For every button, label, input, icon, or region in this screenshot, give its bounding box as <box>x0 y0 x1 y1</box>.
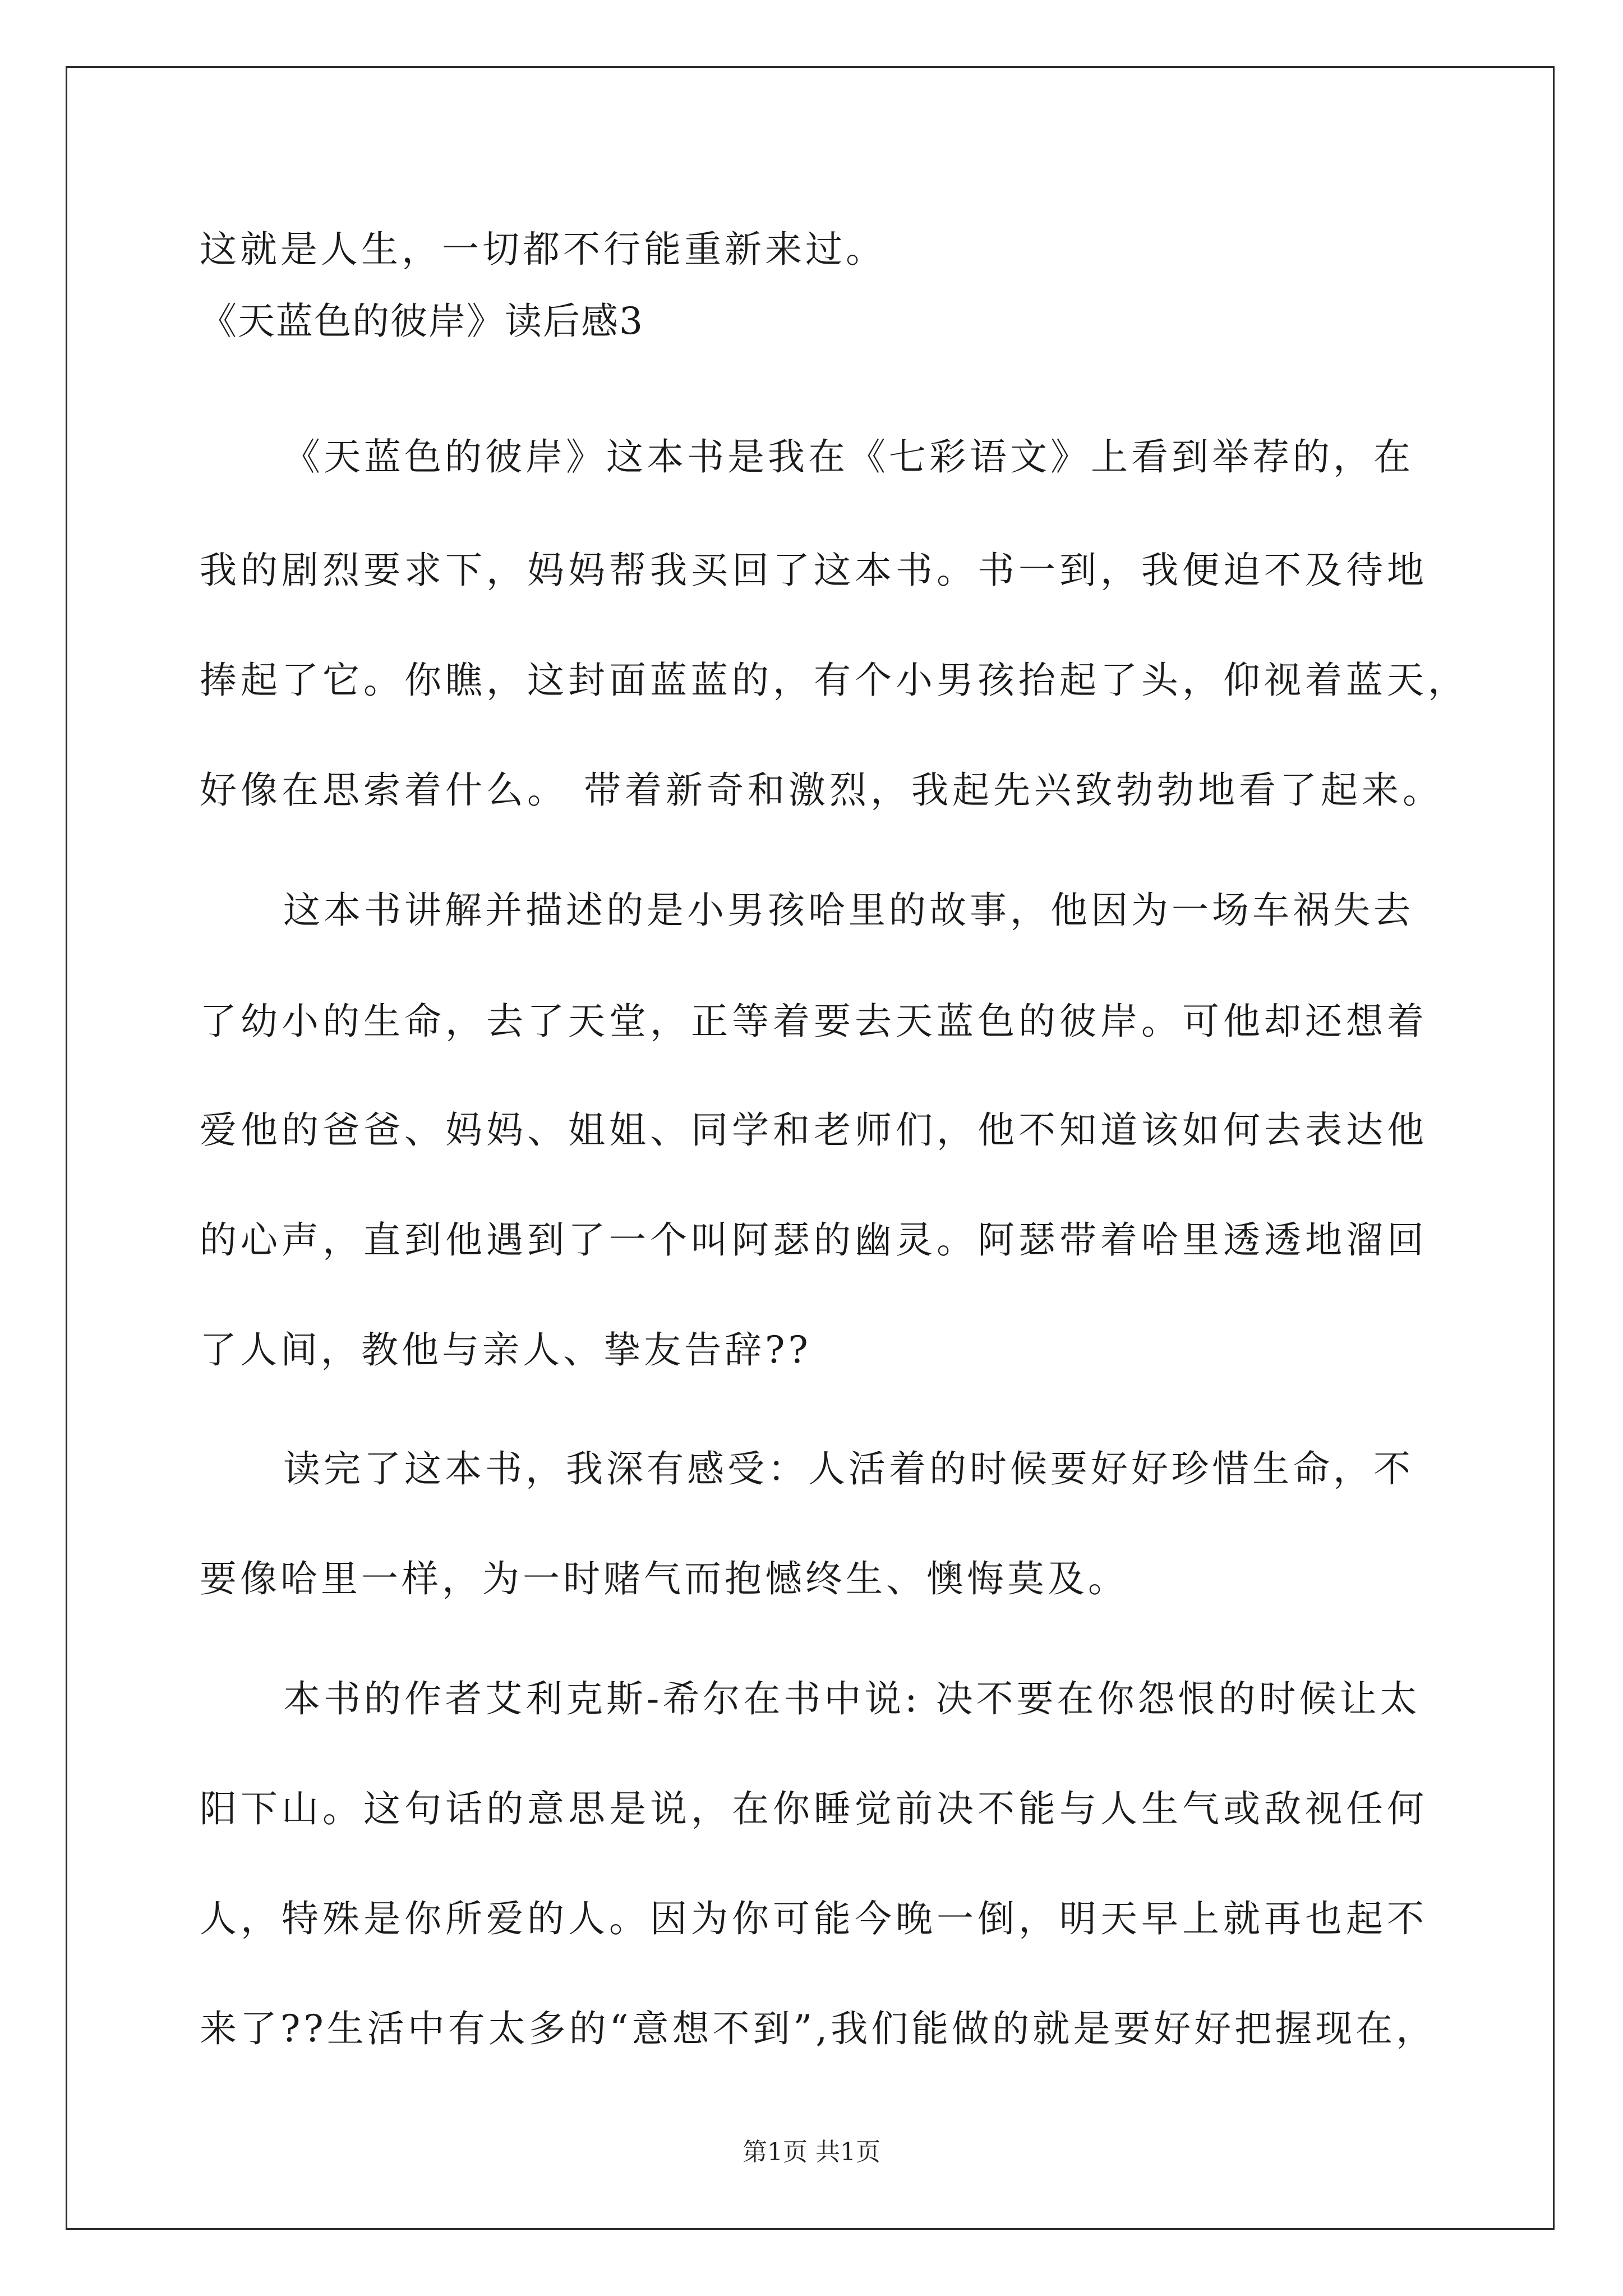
paragraph-4-line-1: 本书的作者艾利克斯-希尔在书中说: 决不要在你怨恨的时候让太 <box>283 1677 1421 1720</box>
paragraph-2-line-1: 这本书讲解并描述的是小男孩哈里的故事，他因为一场车祸失去 <box>283 889 1414 932</box>
paragraph-2-line-5: 了人间，教他与亲人、挚友告辞?? <box>200 1328 811 1372</box>
paragraph-3-line-2: 要像哈里一样，为一时赌气而抱憾终生、懊悔莫及。 <box>200 1557 1128 1600</box>
paragraph-2-line-3: 爱他的爸爸、妈妈、姐姐、同学和老师们，他不知道该如何去表达他 <box>200 1108 1428 1152</box>
paragraph-1-line-2: 我的剧烈要求下，妈妈帮我买回了这本书。书一到，我便迫不及待地 <box>200 549 1428 592</box>
paragraph-2-line-4: 的心声，直到他遇到了一个叫阿瑟的幽灵。阿瑟带着哈里透透地溜回 <box>200 1218 1428 1262</box>
section-title: 《天蓝色的彼岸》读后感3 <box>200 300 644 343</box>
text-line-1: 这就是人生，一切都不行能重新来过。 <box>200 228 886 271</box>
paragraph-4-line-4: 来了??生活中有太多的“意想不到”,我们能做的就是要好好把握现在， <box>200 2007 1437 2050</box>
paragraph-1-line-1: 《天蓝色的彼岸》这本书是我在《七彩语文》上看到举荐的，在 <box>283 435 1414 478</box>
page-number-footer: 第1页 共1页 <box>743 2138 880 2166</box>
paragraph-2-line-2: 了幼小的生命，去了天堂，正等着要去天蓝色的彼岸。可他却还想着 <box>200 1000 1428 1043</box>
paragraph-4-line-2: 阳下山。这句话的意思是说，在你睡觉前决不能与人生气或敌视任何 <box>200 1787 1428 1830</box>
paragraph-1-line-4: 好像在思索着什么。 带着新奇和激烈，我起先兴致勃勃地看了起来。 <box>200 769 1444 812</box>
paragraph-3-line-1: 读完了这本书，我深有感受：人活着的时候要好好珍惜生命，不 <box>283 1447 1414 1490</box>
paragraph-1-line-3: 捧起了它。你瞧，这封面蓝蓝的，有个小男孩抬起了头，仰视着蓝天， <box>200 659 1469 702</box>
paragraph-4-line-3: 人，特殊是你所爱的人。因为你可能今晚一倒，明天早上就再也起不 <box>200 1897 1428 1940</box>
